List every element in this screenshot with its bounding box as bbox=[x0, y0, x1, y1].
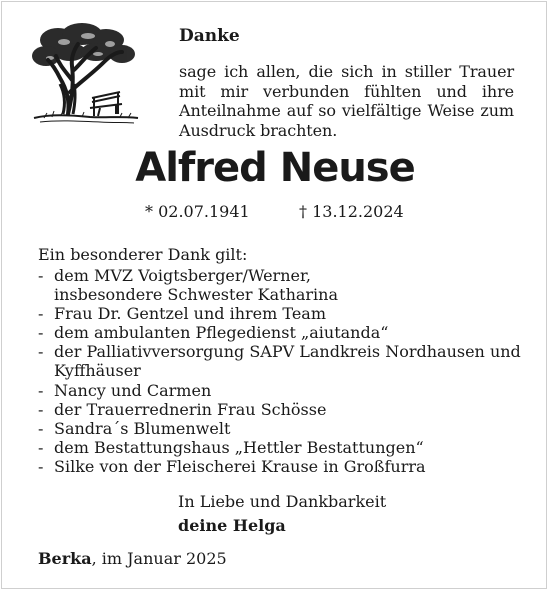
list-item: - dem MVZ Voigtsberger/Werner, insbesondere Schwester Katharina bbox=[38, 266, 354, 304]
list-item: - dem Bestattungshaus „Hettler Bestattungen“ bbox=[38, 438, 538, 457]
list-item: - Silke von der Fleischerei Krause in Großfurra bbox=[38, 457, 538, 476]
heading-danke: Danke bbox=[179, 26, 240, 46]
list-item: - der Palliativversorgung SAPV Landkreis Nordhausen und Kyffhäuser bbox=[38, 342, 524, 380]
thanks-list bbox=[38, 266, 538, 476]
list-item: - dem ambulanten Pflegedienst „aiutanda“ bbox=[38, 323, 538, 342]
place-date: , im Januar 2025 bbox=[91, 549, 227, 568]
life-dates bbox=[0, 202, 550, 224]
list-item: - Sandra´s Blumenwelt bbox=[38, 419, 538, 438]
thanks-title: Ein besonderer Dank gilt: bbox=[38, 245, 248, 264]
place-and-date bbox=[38, 549, 227, 568]
list-item: - Nancy und Carmen bbox=[38, 381, 538, 400]
death-date: † 13.12.2024 bbox=[299, 202, 404, 221]
list-item: - Frau Dr. Gentzel und ihrem Team bbox=[38, 304, 538, 323]
tree-with-bench-icon bbox=[30, 22, 142, 130]
list-item: - der Trauerrednerin Frau Schösse bbox=[38, 400, 538, 419]
birth-date: * 02.07.1941 bbox=[145, 202, 250, 221]
place-town: Berka bbox=[38, 549, 92, 568]
signature: deine Helga bbox=[178, 516, 286, 535]
closing-line: In Liebe und Dankbarkeit bbox=[178, 492, 387, 511]
deceased-name: Alfred Neuse bbox=[135, 145, 415, 191]
intro-text: sage ich allen, die sich in stiller Trauer mit mir verbunden fühlten und ihre Anteilnahme auf so vielfältige Weise zum Ausdruck brachten. bbox=[179, 62, 514, 140]
